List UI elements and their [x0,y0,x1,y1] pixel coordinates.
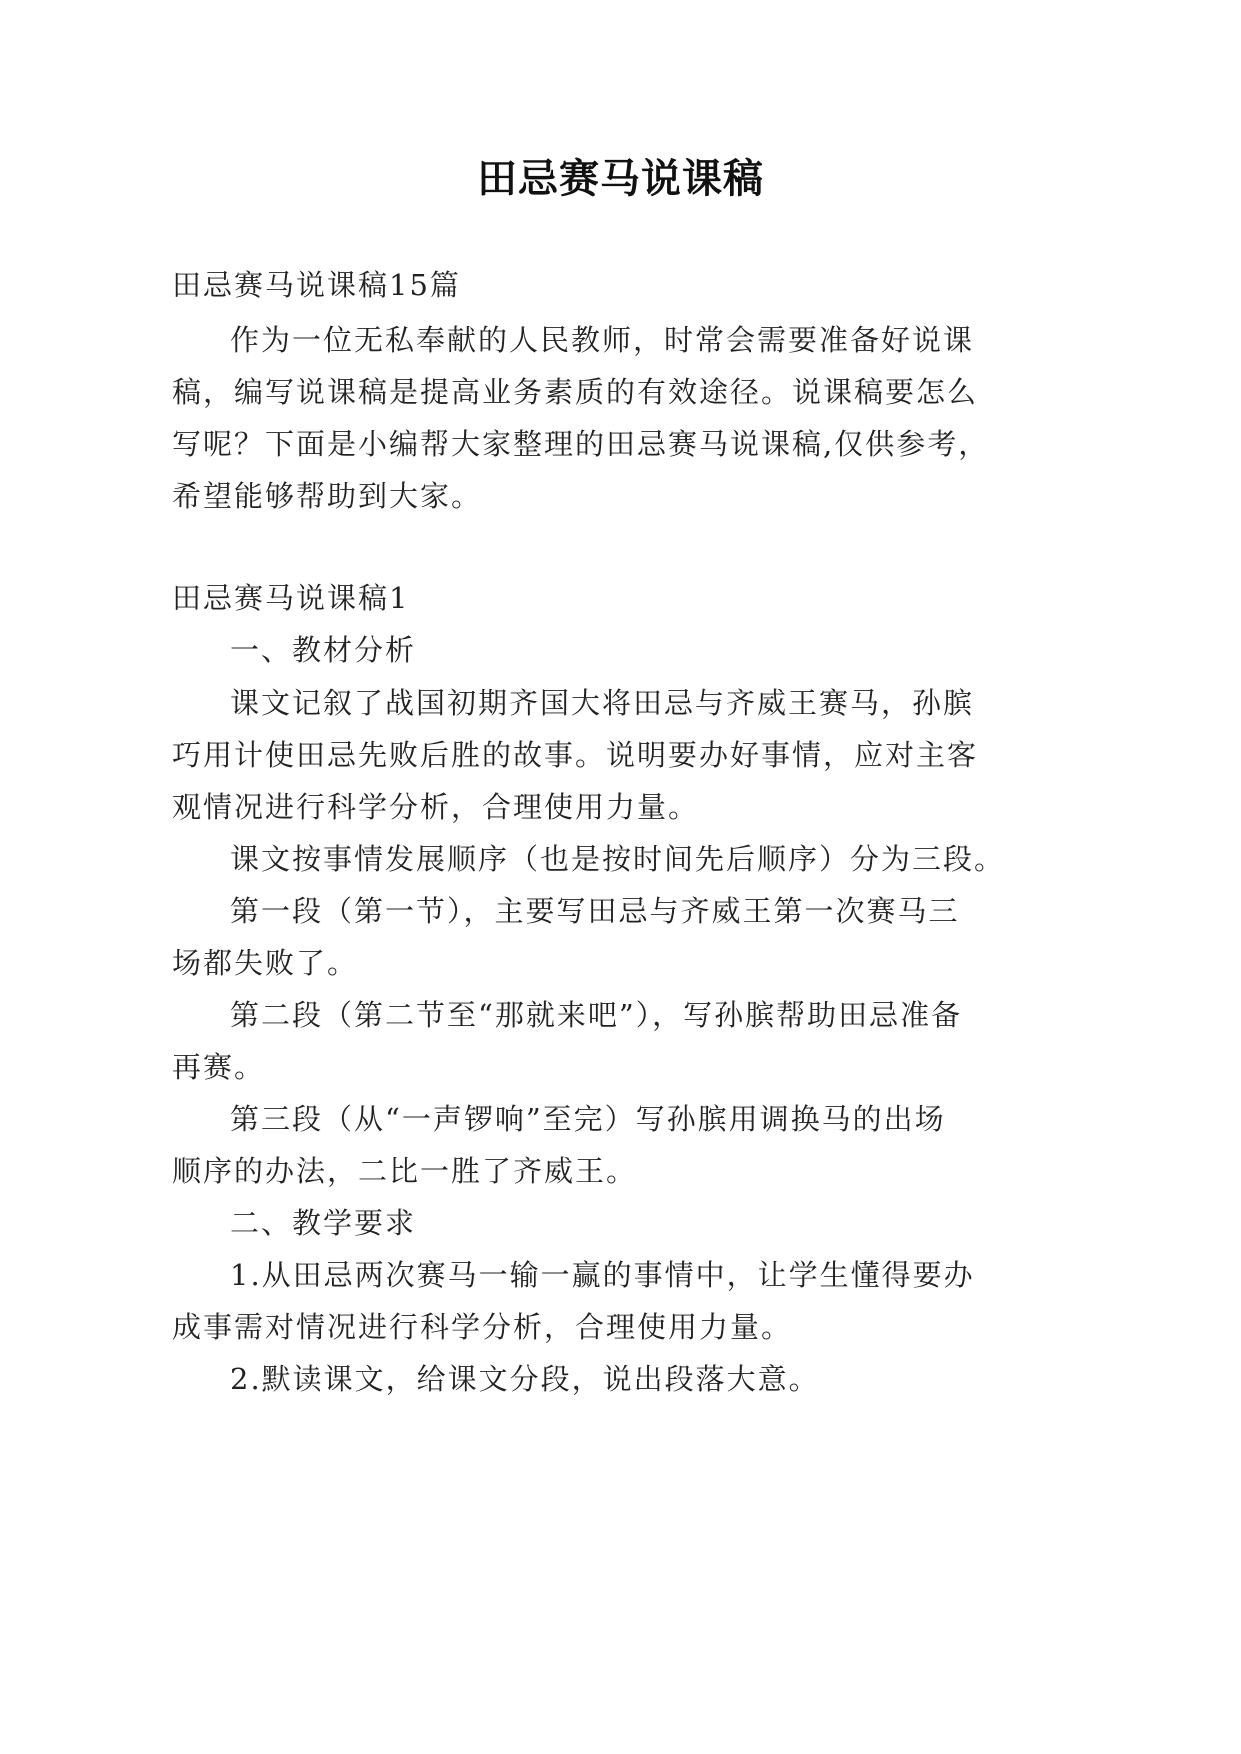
paragraph-line: 写呢？下面是小编帮大家整理的田忌赛马说课稿,仅供参考， [172,427,990,461]
paragraph-line: 稿，编写说课稿是提高业务素质的有效途径。说课稿要怎么 [172,375,979,409]
paragraph-line: 第二段（第二节至“那就来吧”），写孙膑帮助田忌准备 [230,998,963,1032]
paragraph-line: 顺序的办法，二比一胜了齐威王。 [172,1154,638,1188]
paragraph-line: 再赛。 [172,1050,266,1084]
subtitle-line: 田忌赛马说课稿15篇 [172,268,461,302]
paragraph-line: 场都失败了。 [172,946,359,980]
paragraph-line: 课文按事情发展顺序（也是按时间先后顺序）分为三段。 [230,842,1006,876]
paragraph-line: 成事需对情况进行科学分析，合理使用力量。 [172,1310,793,1344]
paragraph-line: 希望能够帮助到大家。 [172,479,483,513]
section-subheading: 二、教学要求 [230,1206,417,1240]
paragraph-line: 第三段（从“一声锣响”至完）写孙膑用调换马的出场 [230,1102,946,1136]
section-subheading: 一、教材分析 [230,633,417,667]
paragraph-line: 1.从田忌两次赛马一输一赢的事情中，让学生懂得要办 [230,1258,975,1292]
section-heading: 田忌赛马说课稿1 [172,581,410,615]
paragraph-line: 作为一位无私奉献的人民教师，时常会需要准备好说课 [230,323,975,357]
paragraph-line: 2.默读课文，给课文分段，说出段落大意。 [230,1362,820,1396]
document-title: 田忌赛马说课稿 [477,155,764,202]
paragraph-line: 观情况进行科学分析，合理使用力量。 [172,790,700,824]
paragraph-line: 第一段（第一节），主要写田忌与齐威王第一次赛马三 [230,894,960,928]
paragraph-line: 巧用计使田忌先败后胜的故事。说明要办好事情，应对主客 [172,738,979,772]
paragraph-line: 课文记叙了战国初期齐国大将田忌与齐威王赛马，孙膑 [230,686,975,720]
